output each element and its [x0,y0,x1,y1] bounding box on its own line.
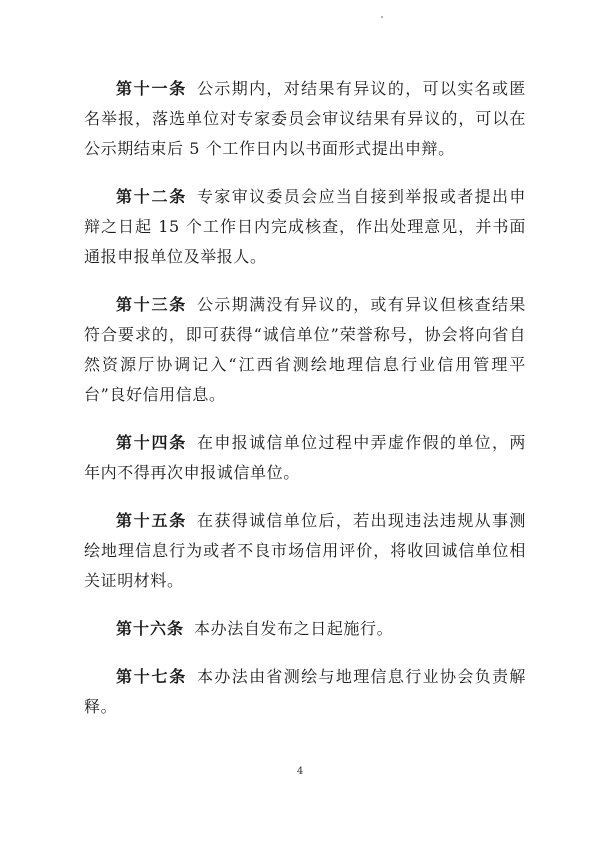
article-text: 本办法自发布之日起施行。 [194,619,394,638]
article-text: 本办法由省测绘与地理信息行业协会负责解释。 [84,667,526,716]
article-number: 第十七条 [116,667,188,686]
article-12 [84,182,526,272]
article-text: 在申报诚信单位过程中弄虚作假的单位，两年内不得再次申报诚信单位。 [84,433,526,482]
article-number: 第十五条 [116,511,188,530]
article-number: 第十四条 [116,433,188,452]
page-number: 4 [296,766,304,777]
scan-speck [381,16,383,18]
article-list [84,74,526,740]
article-15 [84,506,526,596]
article-number: 第十六条 [116,619,185,638]
article-17 [84,662,526,722]
article-number: 第十一条 [116,79,188,98]
article-13 [84,290,526,410]
article-text: 公示期满没有异议的，或有异议但核查结果符合要求的，即可获得“诚信单位”荣誉称号，协会将向省自然资源厅协调记入“江西省测绘地理信息行业信用管理平台”良好信用信息。 [84,295,526,404]
article-14 [84,428,526,488]
article-text: 专家审议委员会应当自接到举报或者提出申辩之日起 15 个工作日内完成核查，作出处理意见，并书面通报申报单位及举报人。 [84,187,526,266]
article-number: 第十二条 [116,187,188,206]
article-11 [84,74,526,164]
article-16 [84,614,526,644]
article-text: 公示期内，对结果有异议的，可以实名或匿名举报，落选单位对专家委员会审议结果有异议的，可以在公示期结束后 5 个工作日内以书面形式提出申辩。 [84,79,526,158]
article-text: 在获得诚信单位后，若出现违法违规从事测绘地理信息行为或者不良市场信用评价，将收回诚信单位相关证明材料。 [84,511,526,590]
article-number: 第十三条 [116,295,188,314]
